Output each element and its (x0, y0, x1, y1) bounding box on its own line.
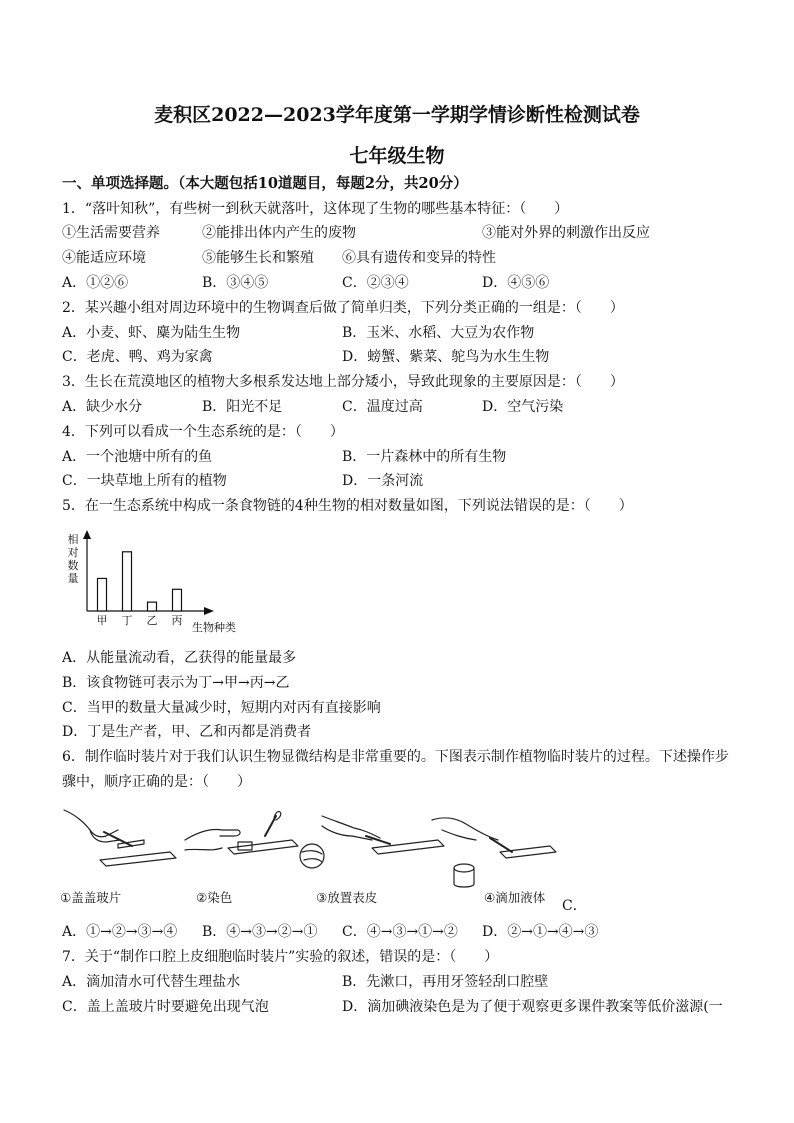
exam-subtitle: 七年级生物 (349, 145, 445, 167)
y-label-char: 对 (67, 546, 79, 559)
q7-option-a: A．滴加清水可代替生理盐水 (62, 974, 241, 990)
step1-label: ①盖盖玻片 (60, 890, 122, 905)
q6-stem-line-1: 6．制作临时装片对于我们认识生物显微结构是非常重要的。下图表示制作植物临时装片的过程。下述操作步 (62, 749, 729, 765)
section-heading: 一、单项选择题。（本大题包括10道题目，每题2分，共20分） (62, 175, 468, 192)
q1-statement-4: ④能适应环境 (62, 250, 146, 266)
q1-statement-6: ⑥具有遗传和变异的特性 (342, 250, 496, 266)
step2-staining-illustration (185, 811, 298, 854)
q4-option-a: A．一个池塘中所有的鱼 (62, 449, 213, 465)
q2-option-c: C．老虎、鸭、鸡为家禽 (62, 349, 213, 365)
q5-option-c: C．当甲的数量大量减少时，短期内对丙有直接影响 (62, 700, 381, 716)
q3-option-d: D．空气污染 (482, 399, 564, 415)
q1-statement-5: ⑤能够生长和繁殖 (202, 250, 314, 266)
q6-procedure-figure (60, 800, 580, 905)
q6-option-d: D．②→①→④→③ (482, 924, 599, 940)
q1-statement-2: ②能排出体内产生的废物 (202, 225, 356, 241)
tick-label-甲: 甲 (96, 614, 108, 627)
step4-label: ④滴加液体 (484, 890, 546, 905)
q6-option-c: C．④→③→①→② (342, 924, 458, 940)
bar-乙 (148, 602, 157, 611)
q5-bar-chart (62, 527, 252, 637)
q7-option-c: C．盖上盖玻片时要避免出现气泡 (62, 999, 269, 1015)
exam-title: 麦积区2022—2023学年度第一学期学情诊断性检测试卷 (154, 104, 640, 126)
q4-stem: 4．下列可以看成一个生态系统的是：（ ） (62, 424, 344, 440)
step2-label: ②染色 (196, 890, 233, 905)
q5-stem: 5．在一生态系统中构成一条食物链的4种生物的相对数量如图，下列说法错误的是：（ ） (62, 498, 633, 514)
chart-svg (62, 527, 252, 637)
stray-option-marker: C． (562, 898, 587, 914)
step3-placing-epidermis-illustration (300, 816, 444, 868)
q3-option-c: C．温度过高 (342, 399, 423, 415)
q7-stem: 7．关于“制作口腔上皮细胞临时装片”实验的叙述，错误的是：（ ） (62, 949, 499, 965)
chart-y-axis-label (68, 532, 79, 585)
q2-option-b: B．玉米、水稻、大豆为农作物 (342, 325, 535, 341)
tick-label-丁: 丁 (121, 614, 133, 627)
q2-option-d: D．螃蟹、紫菜、鸵鸟为水生生物 (342, 349, 550, 365)
q5-option-d: D．丁是生产者，甲、乙和丙都是消费者 (62, 724, 312, 740)
q6-option-a: A．①→②→③→④ (62, 924, 178, 940)
q1-statement-1: ①生活需要营养 (62, 225, 160, 241)
bar-甲 (98, 578, 107, 611)
bar-丙 (173, 589, 182, 611)
step1-coverslip-illustration (64, 810, 176, 866)
q6-option-b: B．④→③→②→① (202, 924, 318, 940)
q4-option-b: B．一片森林中的所有生物 (342, 449, 507, 465)
y-label-char: 量 (67, 572, 79, 585)
bar-丁 (123, 552, 132, 611)
q1-option-a: A．①②⑥ (62, 275, 129, 291)
step4-dropping-liquid-illustration (432, 818, 556, 887)
q1-option-b: B．③④⑤ (202, 275, 269, 291)
tick-label-乙: 乙 (146, 614, 158, 627)
q4-option-d: D．一条河流 (342, 473, 424, 489)
q3-option-a: A．缺少水分 (62, 399, 143, 415)
q3-option-b: B．阳光不足 (202, 399, 283, 415)
q7-option-b: B．先漱口，再用牙签轻刮口腔壁 (342, 974, 549, 990)
y-label-char: 相 (67, 533, 79, 546)
q3-stem: 3．生长在荒漠地区的植物大多根系发达地上部分矮小，导致此现象的主要原因是：（ ） (62, 374, 624, 390)
q1-stem: 1．“落叶知秋”，有些树一到秋天就落叶，这体现了生物的哪些基本特征：（ ） (62, 201, 569, 217)
q2-option-a: A．小麦、虾、麋为陆生生物 (62, 325, 241, 341)
q5-option-b: B．该食物链可表示为丁→甲→丙→乙 (62, 675, 290, 691)
q6-stem-line-2: 骤中，顺序正确的是：（ ） (62, 774, 251, 790)
q1-option-c: C．②③④ (342, 275, 409, 291)
q2-stem: 2．某兴趣小组对周边环境中的生物调查后做了简单归类，下列分类正确的一组是：（ ） (62, 300, 624, 316)
chart-x-axis-arrow (204, 607, 214, 615)
chart-y-axis-arrow (83, 530, 91, 539)
q7-option-d: D．滴加碘液染色是为了便于观察更多课件教案等低价滋源(一 (342, 999, 723, 1015)
chart-x-axis-label: 生物种类 (192, 621, 236, 634)
q5-option-a: A．从能量流动看，乙获得的能量最多 (62, 650, 297, 666)
q1-option-d: D．④⑤⑥ (482, 275, 550, 291)
q4-option-c: C．一块草地上所有的植物 (62, 473, 227, 489)
step3-label: ③放置表皮 (316, 890, 378, 905)
y-label-char: 数 (67, 559, 79, 572)
tick-label-丙: 丙 (171, 614, 183, 627)
q1-statement-3: ③能对外界的刺激作出反应 (482, 225, 650, 241)
